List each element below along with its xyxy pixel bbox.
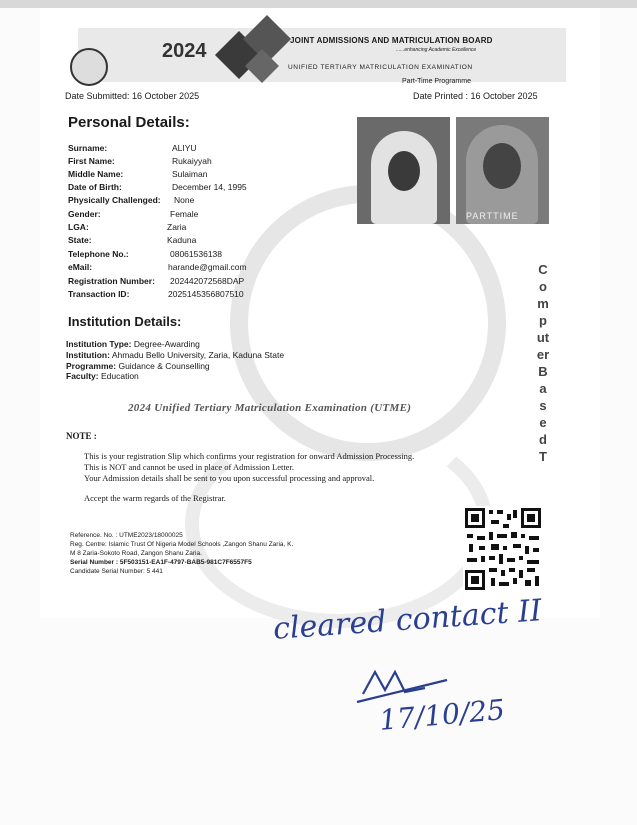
watermark-seal bbox=[230, 185, 506, 461]
scan-top-edge bbox=[0, 0, 637, 8]
computer-based-test-side-text: Computer Based T bbox=[536, 262, 550, 464]
registration-number-value: 202442072568DAP bbox=[170, 276, 245, 286]
note-line-1: This is your registration Slip which confirms your registration for onward Admission Processing. bbox=[84, 451, 415, 461]
personal-details-heading: Personal Details: bbox=[68, 114, 190, 131]
board-name: JOINT ADMISSIONS AND MATRICULATION BOARD bbox=[290, 36, 493, 45]
first-name-value: Rukaiyyah bbox=[172, 156, 212, 166]
registration-centre-address: M 8 Zaria-Sokoto Road, Zangon Shanu Zaria. bbox=[70, 550, 202, 557]
exam-year: 2024 bbox=[162, 40, 207, 62]
telephone-value: 08061536138 bbox=[170, 249, 223, 259]
handwritten-note: cleared contact II bbox=[272, 593, 543, 647]
programme-type: Part-Time Programme bbox=[402, 78, 471, 85]
qr-code bbox=[463, 506, 543, 592]
parttime-label: PARTTIME bbox=[466, 211, 519, 221]
reference-number: Reference. No. : UTME2023/18000025 bbox=[70, 532, 183, 539]
parttime-photo bbox=[456, 117, 549, 224]
transaction-id-label: Transaction ID: bbox=[68, 289, 130, 299]
dob-value: December 14, 1995 bbox=[172, 182, 247, 192]
face-shape bbox=[483, 143, 521, 189]
physically-challenged-label: Physically Challenged: bbox=[68, 195, 161, 205]
candidate-serial-number: Candidate Serial Number: 5 441 bbox=[70, 568, 163, 575]
face-shape bbox=[388, 151, 420, 191]
lga-label: LGA: bbox=[68, 222, 89, 232]
transaction-id-value: 2025145356807510 bbox=[168, 289, 244, 299]
state-label: State: bbox=[68, 235, 92, 245]
date-printed: Date Printed : 16 October 2025 bbox=[413, 91, 538, 101]
institution-row: Institution: Ahmadu Bello University, Zaria, Kaduna State bbox=[66, 350, 285, 360]
utme-title: 2024 Unified Tertiary Matriculation Examination (UTME) bbox=[128, 402, 412, 414]
surname-label: Surname: bbox=[68, 143, 108, 153]
middle-name-label: Middle Name: bbox=[68, 169, 124, 179]
note-heading: NOTE : bbox=[66, 431, 97, 441]
surname-value: ALIYU bbox=[172, 143, 197, 153]
state-value: Kaduna bbox=[167, 235, 197, 245]
jamb-logo bbox=[70, 48, 108, 86]
note-line-3: Your Admission details shall be sent to you upon successful processing and approval. bbox=[84, 473, 375, 483]
candidate-photo bbox=[357, 117, 450, 224]
middle-name-value: Sulaiman bbox=[172, 169, 208, 179]
email-label: eMail: bbox=[68, 262, 93, 272]
telephone-label: Telephone No.: bbox=[68, 249, 129, 259]
board-tagline: ......enhancing Academic Excellence bbox=[396, 47, 477, 53]
physically-challenged-value: None bbox=[174, 195, 195, 205]
serial-number: Serial Number : 5F503151-EA1F-4797-BAB5-981C7F6557F5 bbox=[70, 559, 252, 566]
programme-row: Programme: Guidance & Counselling bbox=[66, 361, 210, 371]
email-value: harande@gmail.com bbox=[168, 262, 247, 272]
registration-number-label: Registration Number: bbox=[68, 276, 155, 286]
note-line-2: This is NOT and cannot be used in place of Admission Letter. bbox=[84, 462, 294, 472]
first-name-label: First Name: bbox=[68, 156, 115, 166]
faculty-row: Faculty: Education bbox=[66, 371, 139, 381]
lga-value: Zaria bbox=[167, 222, 187, 232]
gender-value: Female bbox=[170, 209, 199, 219]
handwritten-date: 17/10/25 bbox=[378, 693, 507, 737]
gender-label: Gender: bbox=[68, 209, 101, 219]
institution-type-row: Institution Type: Degree-Awarding bbox=[66, 339, 200, 349]
date-submitted: Date Submitted: 16 October 2025 bbox=[65, 91, 200, 101]
exam-name: UNIFIED TERTIARY MATRICULATION EXAMINATION bbox=[288, 64, 473, 71]
note-line-4: Accept the warm regards of the Registrar. bbox=[84, 493, 226, 503]
dob-label: Date of Birth: bbox=[68, 182, 122, 192]
institution-details-heading: Institution Details: bbox=[68, 314, 182, 329]
registration-centre: Reg. Centre: Islamic Trust Of Nigeria Model Schools ,Zangon Shanu Zaria, K. bbox=[70, 541, 294, 548]
qr-code-graphic bbox=[463, 506, 543, 592]
